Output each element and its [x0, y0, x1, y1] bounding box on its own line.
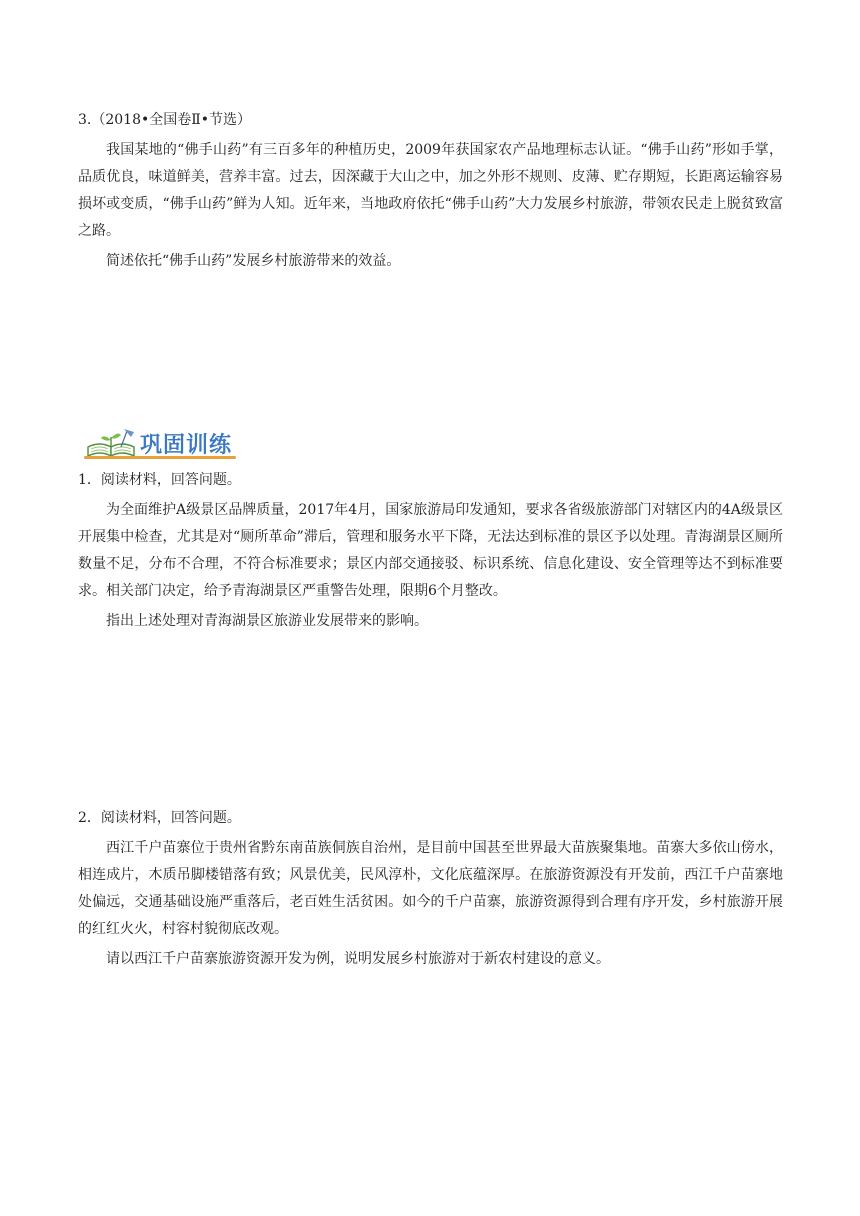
consolidation-question-2-header: 2．阅读材料，回答问题。 — [78, 810, 241, 826]
consolidation-question-1-prompt: 指出上述处理对青海湖景区旅游业发展带来的影响。 — [106, 613, 428, 629]
consolidation-question-1-header: 1．阅读材料，回答问题。 — [78, 472, 241, 488]
question-3-header: 3.（2018•全国卷Ⅱ•节选） — [78, 112, 252, 128]
consolidation-question-1 — [78, 470, 783, 635]
question-3 — [78, 110, 783, 275]
question-3-material: 我国某地的“佛手山药”有三百多年的种植历史，2009年获国家农产品地理标志认证。“佛手山药”形如手掌，品质优良，味道鲜美，营养丰富。过去，因深藏于大山之中，加之外形不规则、皮薄、贮存期短，长距离运输容易损坏或变质，“佛手山药”鲜为人知。近年来，当地政府依托“佛手山药”大力发展乡村旅游，带领农民走上脱贫致富之路。 — [78, 142, 783, 239]
question-3-prompt: 简述依托“佛手山药”发展乡村旅游带来的效益。 — [106, 253, 401, 269]
consolidation-question-2-material: 西江千户苗寨位于贵州省黔东南苗族侗族自治州，是目前中国甚至世界最大苗族聚集地。苗寨大多依山傍水，相连成片，木质吊脚楼错落有致；风景优美，民风淳朴，文化底蕴深厚。在旅游资源没有开发前，西江千户苗寨地处偏远，交通基础设施严重落后，老百姓生活贫困。如今的千户苗寨，旅游资源得到合理有序开发，乡村旅游开展的红红火火，村容村貌彻底改观。 — [78, 840, 783, 937]
section-banner — [82, 425, 240, 461]
banner-title: 巩固训练 — [140, 433, 233, 458]
consolidation-question-2 — [78, 808, 783, 973]
consolidation-question-2-prompt: 请以西江千户苗寨旅游资源开发为例，说明发展乡村旅游对于新农村建设的意义。 — [106, 951, 610, 967]
consolidation-question-1-material: 为全面维护A级景区品牌质量，2017年4月，国家旅游局印发通知，要求各省级旅游部门对辖区内的4A级景区开展集中检查，尤其是对“厕所革命”滞后，管理和服务水平下降，无法达到标准的景区予以处理。青海湖景区厕所数量不足，分布不合理，不符合标准要求；景区内部交通接驳、标识系统、信息化建设、安全管理等达不到标准要求。相关部门决定，给予青海湖景区严重警告处理，限期6个月整改。 — [78, 502, 783, 599]
